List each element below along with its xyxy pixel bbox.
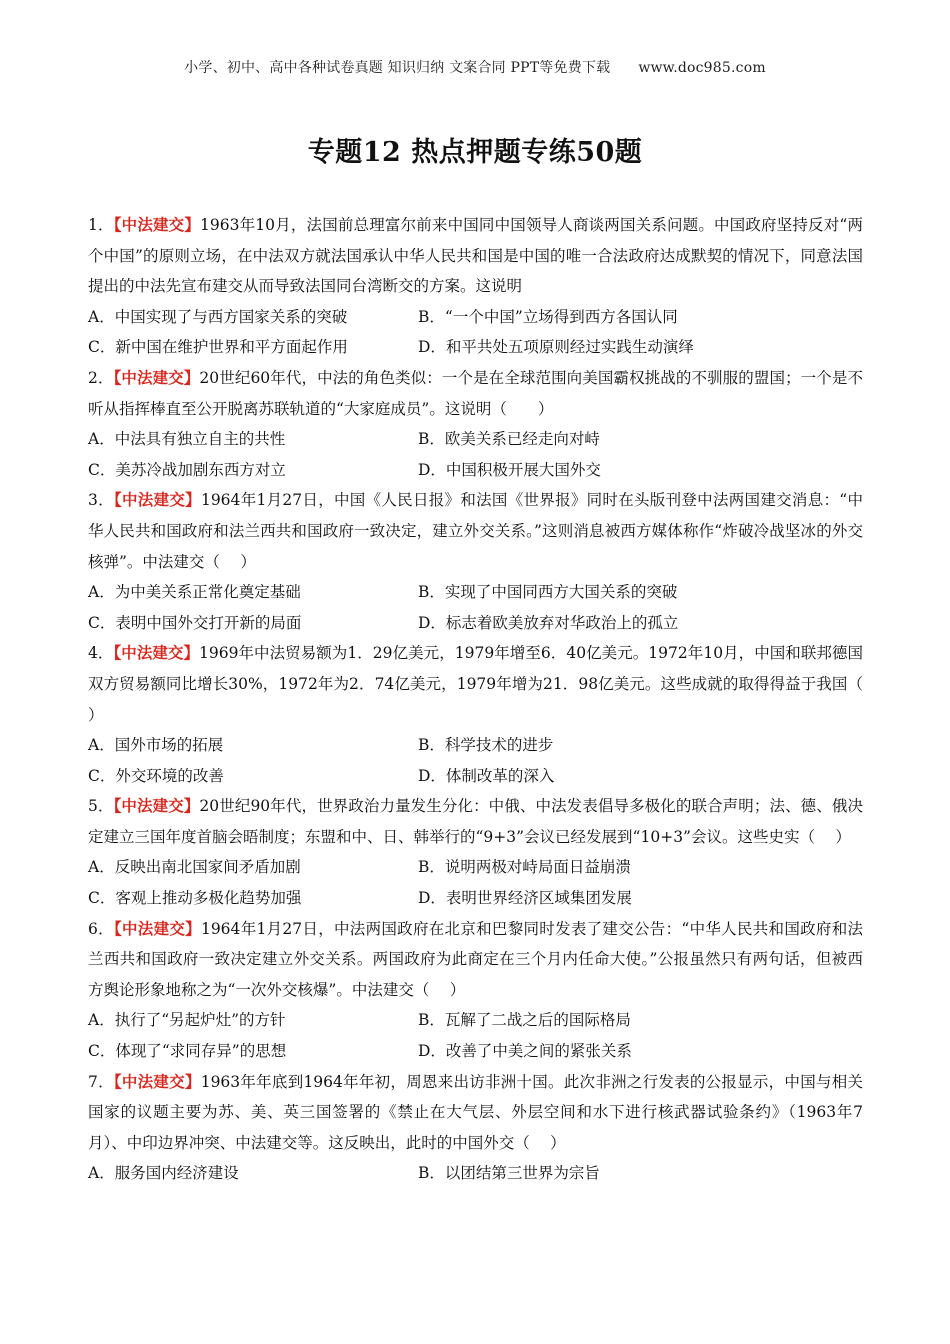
option-grid: [88, 1005, 863, 1066]
question-stem: [88, 914, 863, 1006]
option-grid: [88, 424, 863, 485]
question-text: 1969年中法贸易额为1．29亿美元，1979年增至6．40亿美元。1972年10月，中国和联邦德国双方贸易额同比增长30%，1972年为2．74亿美元，1979年增为21．98亿美元。这些成就的取得得益于我国（ ）: [88, 644, 884, 724]
document-title: 专题12 热点押题专练50题: [307, 137, 643, 168]
question-item: [88, 1067, 863, 1189]
question-list: [88, 210, 884, 1189]
option-b[interactable]: B．科学技术的进步: [418, 736, 554, 755]
option-grid: [88, 577, 863, 638]
option-grid: [88, 730, 863, 791]
question-stem: [88, 791, 863, 852]
header-site-link[interactable]: www.doc985.com: [638, 60, 766, 76]
option-a[interactable]: A．为中美关系正常化奠定基础: [88, 583, 301, 602]
option-a[interactable]: A．中国实现了与西方国家关系的突破: [88, 307, 348, 326]
question-item: [88, 485, 863, 638]
option-c[interactable]: C．表明中国外交打开新的局面: [88, 613, 302, 632]
question-text: 1963年年底到1964年年初，周恩来出访非洲十国。此次非洲之行发表的公报显示，中国与相关国家的议题主要为苏、美、英三国签署的《禁止在大气层、外层空间和水下进行核武器试验条约》（1963年7月）、中印边界冲突、中法建交等。这反映出，此时的中国外交（ ）: [88, 1072, 863, 1152]
topic-tag: 【中法建交】: [113, 643, 200, 663]
option-c[interactable]: C．客观上推动多极化趋势加强: [88, 889, 302, 908]
question-stem: [88, 363, 863, 424]
question-number: 3．: [88, 491, 114, 510]
topic-tag: 【中法建交】: [113, 918, 201, 938]
question-stem: [88, 485, 863, 577]
question-stem: [88, 638, 884, 730]
option-b[interactable]: B．瓦解了二战之后的国际格局: [418, 1011, 631, 1030]
option-a[interactable]: A．中法具有独立自主的共性: [88, 430, 286, 449]
question-text: 1964年1月27日，中国《人民日报》和法国《世界报》同时在头版刊登中法两国建交消息：“中华人民共和国政府和法兰西共和国政府一致决定，建立外交关系。”这则消息被西方媒体称作“炸破冷战坚冰的外交核弹”。中法建交（ ）: [88, 491, 863, 571]
option-c[interactable]: C．新中国在维护世界和平方面起作用: [88, 338, 348, 357]
option-a[interactable]: A．反映出南北国家间矛盾加剧: [88, 858, 301, 877]
option-c[interactable]: C．美苏冷战加剧东西方对立: [88, 460, 286, 479]
option-d[interactable]: D．中国积极开展大国外交: [418, 460, 601, 479]
question-item: [88, 638, 884, 791]
question-number: 1．: [88, 216, 114, 234]
question-number: 2．: [88, 368, 114, 387]
option-b[interactable]: B．欧美关系已经走向对峙: [418, 430, 600, 449]
topic-tag: 【中法建交】: [113, 367, 200, 387]
option-b[interactable]: B．“一个中国”立场得到西方各国认同: [418, 307, 678, 326]
option-b[interactable]: B．以团结第三世界为宗旨: [418, 1164, 600, 1183]
question-number: 7．: [88, 1072, 114, 1091]
option-d[interactable]: D．和平共处五项原则经过实践生动演绎: [418, 338, 694, 357]
question-number: 5．: [88, 797, 114, 816]
question-stem: [88, 1067, 863, 1159]
topic-tag: 【中法建交】: [113, 796, 200, 816]
option-a[interactable]: A．国外市场的拓展: [88, 736, 224, 755]
header-text: 小学、初中、高中各种试卷真题 知识归纳 文案合同 PPT等免费下载: [184, 60, 611, 76]
topic-tag: 【中法建交】: [113, 490, 201, 510]
option-c[interactable]: C．外交环境的改善: [88, 766, 224, 785]
option-d[interactable]: D．标志着欧美放弃对华政治上的孤立: [418, 613, 679, 632]
question-text: 1963年10月，法国前总理富尔前来中国同中国领导人商谈两国关系问题。中国政府坚持反对“两个中国”的原则立场，在中法双方就法国承认中华人民共和国是中国的唯一合法政府达成默契的情况下，同意法国提出的中法先宣布建交从而导致法国同台湾断交的方案。这说明: [88, 216, 863, 296]
question-text: 1964年1月27日，中法两国政府在北京和巴黎同时发表了建交公告：“中华人民共和国政府和法兰西共和国政府一致决定建立外交关系。两国政府为此商定在三个月内任命大使。”公报虽然只有两句话，但被西方舆论形象地称之为“一次外交核爆”。中法建交（ ）: [88, 919, 863, 999]
page-header: [0, 57, 950, 77]
question-text: 20世纪90年代，世界政治力量发生分化：中俄、中法发表倡导多极化的联合声明；法、德、俄决定建立三国年度首脑会晤制度；东盟和中、日、韩举行的“9+3”会议已经发展到“10+3”会议。这些史实（ ）: [88, 797, 863, 846]
question-number: 6．: [88, 919, 114, 938]
question-item: [88, 791, 863, 913]
option-d[interactable]: D．表明世界经济区域集团发展: [418, 889, 632, 908]
option-d[interactable]: D．体制改革的深入: [418, 766, 555, 785]
topic-tag: 【中法建交】: [113, 1071, 201, 1091]
option-a[interactable]: A．执行了“另起炉灶”的方针: [88, 1011, 286, 1030]
question-number: 4．: [88, 644, 114, 663]
question-item: [88, 210, 863, 363]
option-c[interactable]: C．体现了“求同存异”的思想: [88, 1042, 287, 1061]
question-text: 20世纪60年代，中法的角色类似：一个是在全球范围向美国霸权挑战的不驯服的盟国；一个是不听从指挥棒直至公开脱离苏联轨道的“大家庭成员”。这说明（ ）: [88, 368, 863, 418]
question-item: [88, 914, 863, 1067]
option-b[interactable]: B．说明两极对峙局面日益崩溃: [418, 858, 631, 877]
option-d[interactable]: D．改善了中美之间的紧张关系: [418, 1042, 632, 1061]
topic-tag: 【中法建交】: [113, 215, 201, 234]
option-grid: [88, 852, 863, 913]
question-item: [88, 363, 863, 485]
question-stem: [88, 210, 863, 302]
option-grid: [88, 1158, 863, 1189]
option-grid: [88, 302, 863, 363]
option-a[interactable]: A．服务国内经济建设: [88, 1164, 239, 1183]
option-b[interactable]: B．实现了中国同西方大国关系的突破: [418, 583, 678, 602]
